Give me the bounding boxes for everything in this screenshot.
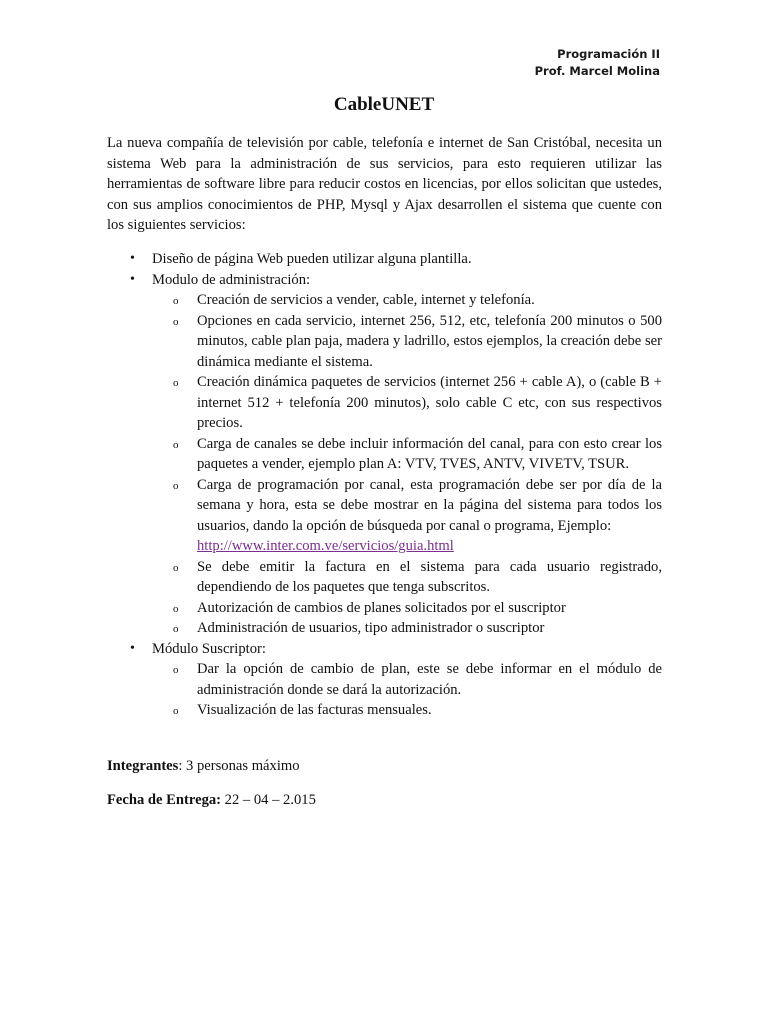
list-item [107, 270, 662, 639]
sublist-item [173, 557, 662, 598]
sublist-item [173, 700, 662, 721]
requirements-list [107, 249, 662, 721]
sublist-item-text: Opciones en cada servicio, internet 256, 512, etc, telefonía 200 minutos o 500 minutos, cable plan paja, madera y ladrillo, estos ejemplos, la creación debe ser dinámica mediante el sistema. [197, 312, 662, 370]
circle-bullet-icon: o [173, 623, 179, 635]
sublist-item-text: Carga de canales se debe incluir información del canal, para con esto crear los paquetes a vender, ejemplo plan A: VTV, TVES, ANTV, VIVETV, TSUR. [197, 435, 662, 472]
due-date-label: Fecha de Entrega: [107, 792, 222, 808]
sublist-item [173, 659, 662, 700]
intro-paragraph: La nueva compañía de televisión por cable, telefonía e internet de San Cristóbal, necesita un sistema Web para la administración de sus servicios, para esto requieren utilizar las herramientas de software libre para reducir costos en licencias, por ellos solicitan que ustedes, con sus amplios conocimientos de PHP, Mysql y Ajax desarrollen el sistema que cuente con los siguientes servicios: [107, 135, 662, 233]
sublist-item-text: Autorización de cambios de planes solicitados por el suscriptor [197, 599, 566, 616]
members-label: Integrantes [107, 758, 179, 774]
professor-name: Prof. Marcel Molina [534, 64, 660, 78]
bullet-icon: • [130, 251, 135, 266]
list-item [107, 639, 662, 721]
sublist-item [173, 372, 662, 434]
circle-bullet-icon: o [173, 561, 179, 574]
list-item-text: Módulo Suscriptor: [152, 640, 266, 657]
circle-bullet-icon: o [173, 705, 179, 717]
sublist-item-text: Dar la opción de cambio de plan, este se debe informar en el módulo de administración donde se dará la autorización. [197, 661, 662, 698]
sublist-item-text: Visualización de las facturas mensuales. [197, 702, 432, 718]
circle-bullet-icon: o [173, 479, 179, 492]
due-date-value: 22 – 04 – 2.015 [221, 792, 316, 808]
sublist-item-text: Administración de usuarios, tipo administrador o suscriptor [197, 620, 545, 636]
circle-bullet-icon: o [173, 664, 179, 676]
circle-bullet-icon: o [173, 295, 179, 307]
sublist-item [173, 598, 662, 619]
list-item [107, 249, 662, 270]
sublist-item [173, 290, 662, 311]
sublist-item-text: Carga de programación por canal, esta programación debe ser por día de la semana y hora, esta se debe mostrar en la página del sistema para todos los usuarios, dando la opción de búsqueda por canal o programa, Ejemplo: [197, 476, 662, 534]
members-value: : 3 personas máximo [178, 758, 300, 774]
document-title: CableUNET [333, 94, 435, 115]
circle-bullet-icon: o [173, 315, 179, 328]
subscriber-sublist [152, 659, 662, 721]
circle-bullet-icon: o [173, 438, 179, 451]
bullet-icon: • [130, 271, 135, 287]
sublist-item-text: Se debe emitir la factura en el sistema para cada usuario registrado, dependiendo de los paquetes que tenga subscritos. [197, 558, 662, 595]
due-date-line [107, 792, 316, 809]
document-header [535, 46, 660, 80]
admin-sublist [152, 290, 662, 639]
sublist-item [173, 311, 662, 373]
bullet-icon: • [130, 640, 135, 656]
list-item-text: Diseño de página Web pueden utilizar alguna plantilla. [152, 251, 472, 267]
sublist-item-text: Creación dinámica paquetes de servicios (internet 256 + cable A), o (cable B + internet 512 + telefonía 200 minutos), solo cable C etc, con sus respectivos precios. [197, 374, 662, 431]
course-name: Programación II [557, 47, 660, 61]
sublist-item [173, 434, 662, 475]
circle-bullet-icon: o [173, 602, 179, 615]
sublist-item [173, 618, 662, 639]
sublist-item-text: Creación de servicios a vender, cable, internet y telefonía. [197, 292, 535, 308]
guide-link[interactable]: http://www.inter.com.ve/servicios/guia.html [197, 538, 454, 554]
members-line [107, 758, 300, 775]
sublist-item [173, 475, 662, 557]
list-item-text: Modulo de administración: [152, 271, 311, 288]
circle-bullet-icon: o [173, 377, 179, 389]
